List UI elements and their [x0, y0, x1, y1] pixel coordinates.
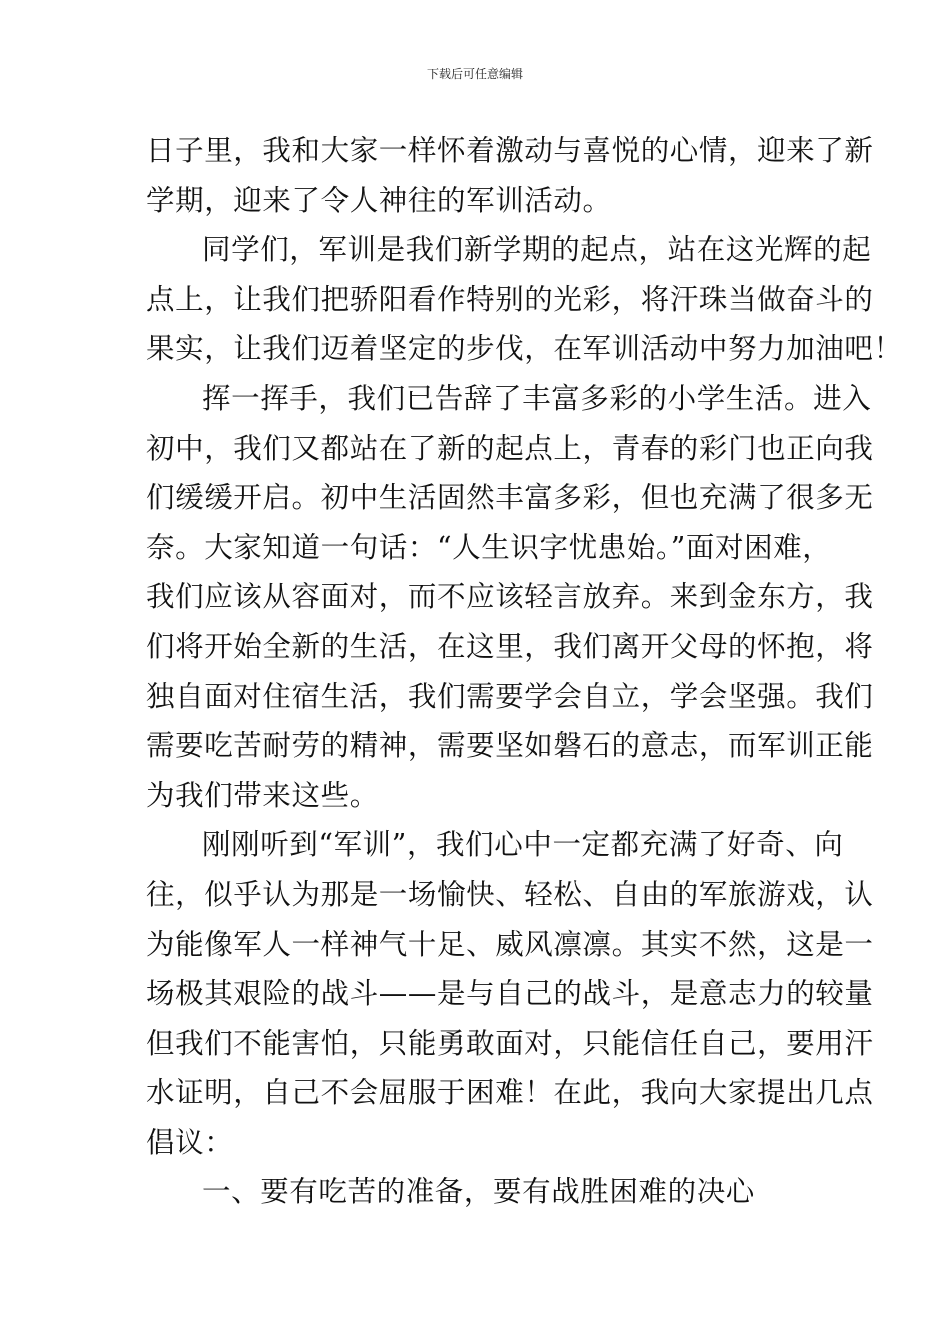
text-line: 们缓缓开启。初中生活固然丰富多彩，但也充满了很多无	[146, 481, 874, 515]
text-line: 们将开始全新的生活，在这里，我们离开父母的怀抱，将	[146, 629, 874, 663]
text-line: 初中，我们又都站在了新的起点上，青春的彩门也正向我	[146, 431, 874, 465]
text-line: 同学们，军训是我们新学期的起点，站在这光辉的起	[202, 233, 872, 267]
text-line: 为能像军人一样神气十足、威风凛凛。其实不然，这是一	[146, 927, 874, 961]
text-line: 水证明，自己不会屈服于困难！在此，我向大家提出几点	[146, 1076, 874, 1110]
text-line: 我们应该从容面对，而不应该轻言放弃。来到金东方，我	[146, 580, 874, 614]
text-line: 日子里，我和大家一样怀着激动与喜悦的心情，迎来了新	[146, 134, 874, 167]
text-line: 往，似乎认为那是一场愉快、轻松、自由的军旅游戏，认	[146, 877, 874, 911]
text-line: 学期，迎来了令人神往的军训活动。	[146, 183, 612, 217]
text-line: 刚刚听到“军训”，我们心中一定都充满了好奇、向	[202, 828, 844, 862]
text-line: 但我们不能害怕，只能勇敢面对，只能信任自己，要用汗	[146, 1026, 874, 1060]
document-body	[146, 126, 903, 1217]
text-line: 独自面对住宿生活，我们需要学会自立，学会坚强。我们	[146, 679, 874, 713]
text-line: 需要吃苦耐劳的精神，需要坚如磐石的意志，而军训正能	[146, 729, 874, 763]
text-line: 一、要有吃苦的准备，要有战胜困难的决心	[202, 1175, 755, 1209]
text-line: 为我们带来这些。	[146, 778, 379, 812]
text-line: 挥一挥手，我们已告辞了丰富多彩的小学生活。进入	[202, 381, 872, 415]
text-line: 倡议：	[146, 1125, 234, 1159]
page-header-note: 下载后可任意编辑	[426, 67, 523, 81]
text-line: 场极其艰险的战斗——是与自己的战斗，是意志力的较量	[146, 977, 874, 1011]
text-line: 奈。大家知道一句话：“人生识字忧患始。”面对困难，	[146, 530, 832, 564]
text-line: 果实，让我们迈着坚定的步伐，在军训活动中努力加油吧！	[146, 332, 903, 366]
text-line: 点上，让我们把骄阳看作特别的光彩，将汗珠当做奋斗的	[146, 282, 874, 316]
